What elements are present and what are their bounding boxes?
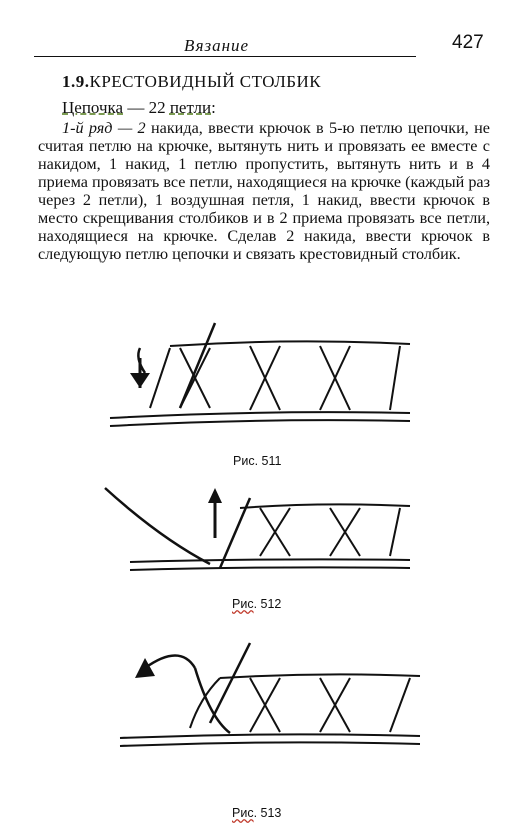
- caption-word: Рис: [232, 806, 254, 820]
- crochet-hook-diagram-icon: [100, 318, 430, 458]
- chain-line: [62, 98, 490, 118]
- figure-512-caption: [232, 597, 281, 611]
- header-rule: [34, 56, 416, 57]
- chain-count: 22: [148, 98, 166, 117]
- section-title: КРЕСТОВИДНЫЙ СТОЛБИК: [89, 72, 322, 91]
- page-content: [38, 72, 490, 263]
- running-title: Вязание: [184, 36, 250, 55]
- chain-dash: —: [123, 98, 149, 117]
- chain-colon: :: [211, 98, 216, 117]
- caption-number: . 513: [253, 806, 282, 820]
- crochet-hook-diagram-icon: [100, 628, 430, 778]
- row-label: 1-й ряд — 2: [62, 119, 146, 137]
- caption-word: Рис: [233, 454, 255, 468]
- section-heading: [62, 72, 490, 92]
- figure-511-caption: [233, 454, 281, 468]
- chain-unit: петли: [169, 98, 212, 117]
- page-header: [34, 30, 494, 60]
- caption-word: Рис: [232, 597, 254, 611]
- caption-number: . 512: [253, 597, 282, 611]
- chain-label: Цепочка: [62, 98, 124, 117]
- figure-512: [100, 478, 430, 588]
- section-number: 1.9.: [62, 72, 90, 91]
- figure-511: [100, 318, 430, 458]
- page-number: 427: [452, 32, 484, 53]
- instruction-text: накида, ввести крючок в 5-ю петлю цепочки, не считая петлю на крючке, вытянуть нить и провязать ее вместе с накидом, 1 накид, 1 петлю пропустить, вытянуть нить и в 4 приема провязать все петли, находящиеся на крючке (каждый раз через 2 петли), 1 воздушная петля, 1 накид, ввести крючок в место скрещивания столбиков и в 2 приема провязать все петли, находящиеся на крючке. Сделав 2 накида, ввести крючок в следующую петлю цепочки и связать крестовидный столбик.: [38, 119, 490, 263]
- crochet-hook-diagram-icon: [100, 478, 430, 588]
- caption-number: . 511: [254, 454, 282, 468]
- instruction-paragraph: [38, 119, 490, 263]
- figure-513: [100, 628, 430, 778]
- figure-513-caption: [232, 806, 281, 820]
